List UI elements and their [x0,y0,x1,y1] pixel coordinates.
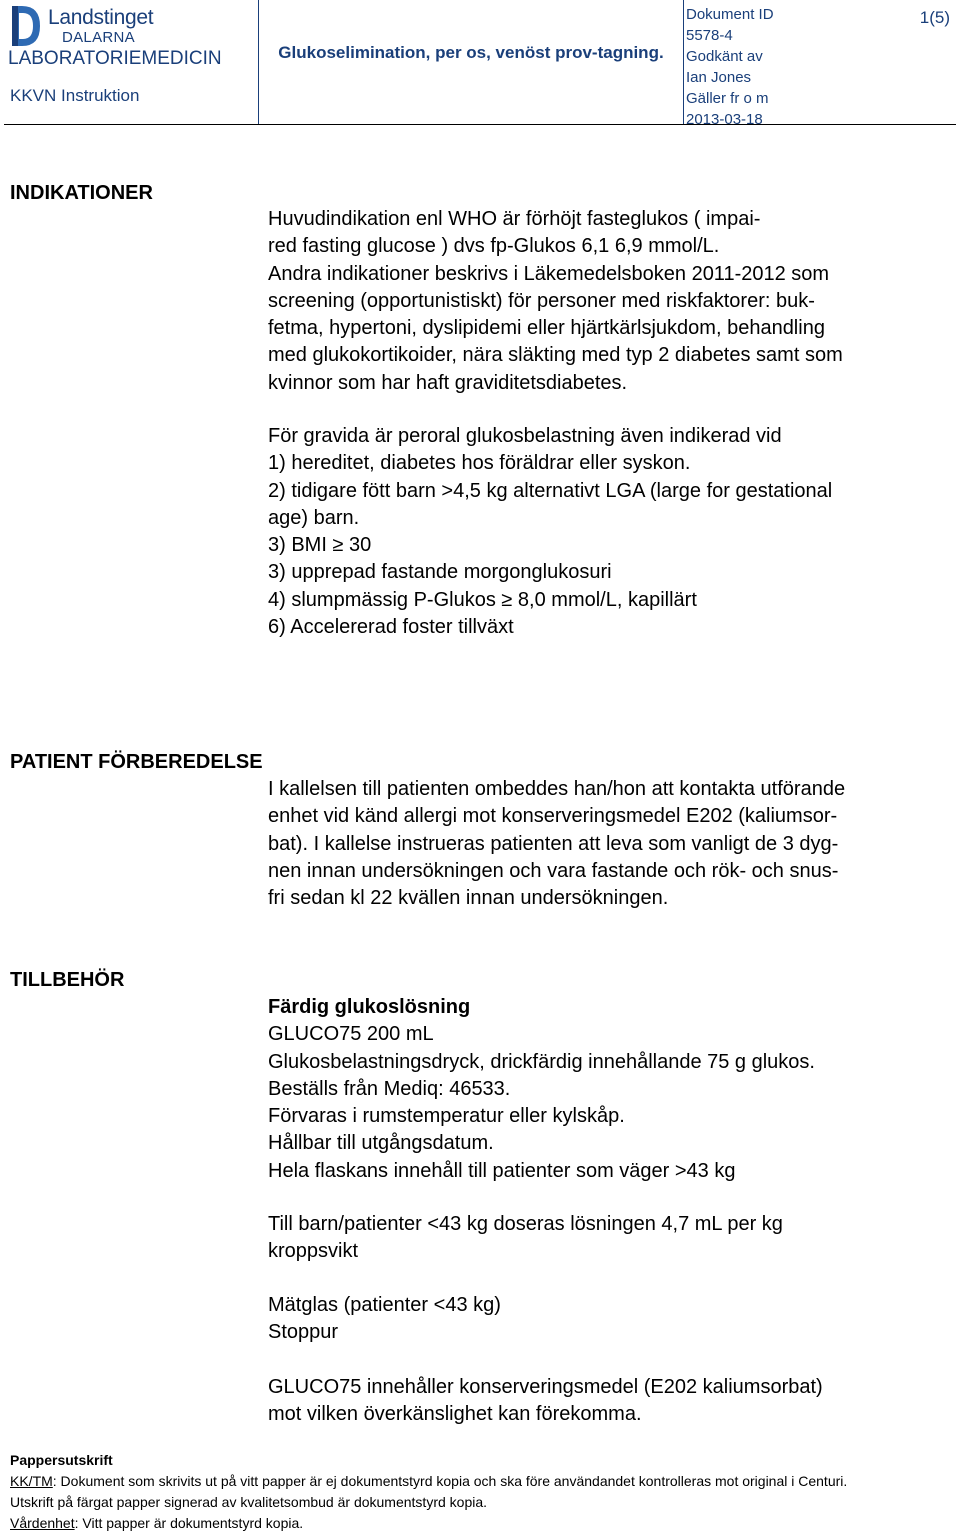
tillbehor-text [268,994,958,1185]
text-line: Hållbar till utgångsdatum. [268,1132,494,1155]
text-line: red fasting glucose ) dvs fp-Glukos 6,1 6,9 mmol/L. [268,235,720,258]
text-line: med glukokortikoider, nära släkting med typ 2 diabetes samt som [268,344,843,367]
logo-text-landstinget: Landstinget [48,6,154,29]
text-line: 3) BMI ≥ 30 [268,534,372,557]
children-dose-text [268,1211,958,1266]
approved-label: Godkänt av [686,48,763,65]
tillbehor-subheading: Färdig glukoslösning [268,996,471,1018]
text-line: fetma, hypertoni, dyslipidemi eller hjärtkärlsjukdom, behandling [268,317,825,340]
text-line: Till barn/patienter <43 kg doseras lösningen 4,7 mL per kg [268,1213,783,1235]
header-divider [258,0,259,124]
text-line: I kallelsen till patienten ombeddes han/hon att kontakta utförande [268,778,846,800]
patient-text [268,776,958,912]
equipment-text [268,1292,958,1347]
valid-label: Gäller fr o m [686,90,769,107]
footer-label-kktm: KK/TM [10,1473,53,1489]
footer-heading: Pappersutskrift [10,1452,113,1468]
text-line: kroppsvikt [268,1240,359,1263]
text-line: GLUCO75 200 mL [268,1023,434,1046]
text-line: 6) Accelererad foster tillväxt [268,616,514,639]
header-divider [683,0,684,124]
text-line: Andra indikationer beskrivs i Läkemedelsboken 2011-2012 som [268,262,830,285]
doc-id-label: Dokument ID [686,6,774,23]
text-line: 3) upprepad fastande morgonglukosuri [268,561,612,584]
text-line: 1) hereditet, diabetes hos föräldrar eller syskon. [268,452,691,475]
text-line: Mätglas (patienter <43 kg) [268,1294,501,1316]
footer-line: Utskrift på färgat papper signerad av kvalitetsombud är dokumentstyrd kopia. [10,1494,488,1510]
text-line: Hela flaskans innehåll till patienter som väger >43 kg [268,1159,736,1182]
approved-by: Ian Jones [686,69,752,86]
department-name: LABORATORIEMEDICIN [8,48,222,69]
footer-line [10,1471,847,1492]
gravida-text [268,423,958,641]
indikationer-text [268,206,958,397]
text-line: nen innan undersökningen och vara fastande och rök- och snus- [268,859,839,882]
text-line: Förvaras i rumstemperatur eller kylskåp. [268,1105,625,1128]
text-line: Huvudindikation enl WHO är förhöjt fasteglukos ( impai- [268,208,761,230]
section-heading-patient: PATIENT FÖRBEREDELSE [10,751,263,773]
header-rule [4,124,956,125]
page-number: 1(5) [919,8,950,27]
document-title: Glukoselimination, per os, venöst prov-tagning. [278,43,664,62]
text-line: screening (opportunistiskt) för personer med riskfaktorer: buk- [268,289,815,312]
text-line: mot vilken överkänslighet kan förekomma. [268,1403,642,1426]
text-line: age) barn. [268,506,360,529]
document-meta [686,4,774,130]
text-line: Beställs från Mediq: 46533. [268,1077,511,1100]
warning-text [268,1374,958,1429]
section-heading-indikationer: INDIKATIONER [10,182,153,204]
logo-text-dalarna: DALARNA [62,29,135,46]
footer-text: : Vitt papper är dokumentstyrd kopia. [74,1515,304,1531]
text-line: 4) slumpmässig P-Glukos ≥ 8,0 mmol/L, kapillärt [268,588,697,611]
text-line: enhet vid känd allergi mot konserveringsmedel E202 (kaliumsor- [268,805,838,828]
text-line: bat). I kallelse instrueras patienten att leva som vanligt de 3 dyg- [268,832,839,855]
section-heading-tillbehor: TILLBEHÖR [10,969,125,991]
landstinget-logo-icon [10,4,46,48]
text-line: kvinnor som har haft graviditetsdiabetes. [268,371,628,394]
footer [10,1450,847,1534]
text-line: För gravida är peroral glukosbelastning även indikerad vid [268,425,782,447]
doc-type: KKVN Instruktion [10,86,140,105]
footer-text: : Dokument som skrivits ut på vitt papper är ej dokumentstyrd kopia och ska före användandet kontrolleras mot original i Centuri. [52,1473,848,1489]
text-line: Stoppur [268,1321,339,1344]
text-line: fri sedan kl 22 kvällen innan undersökningen. [268,887,669,910]
valid-date: 2013-03-18 [686,111,763,128]
text-line: Glukosbelastningsdryck, drickfärdig innehållande 75 g glukos. [268,1050,815,1073]
footer-label-vardenhet: Vårdenhet [10,1515,75,1531]
text-line: GLUCO75 innehåller konserveringsmedel (E202 kaliumsorbat) [268,1376,823,1398]
doc-id: 5578-4 [686,27,733,44]
text-line: 2) tidigare fött barn >4,5 kg alternativt LGA (large for gestational [268,479,833,502]
